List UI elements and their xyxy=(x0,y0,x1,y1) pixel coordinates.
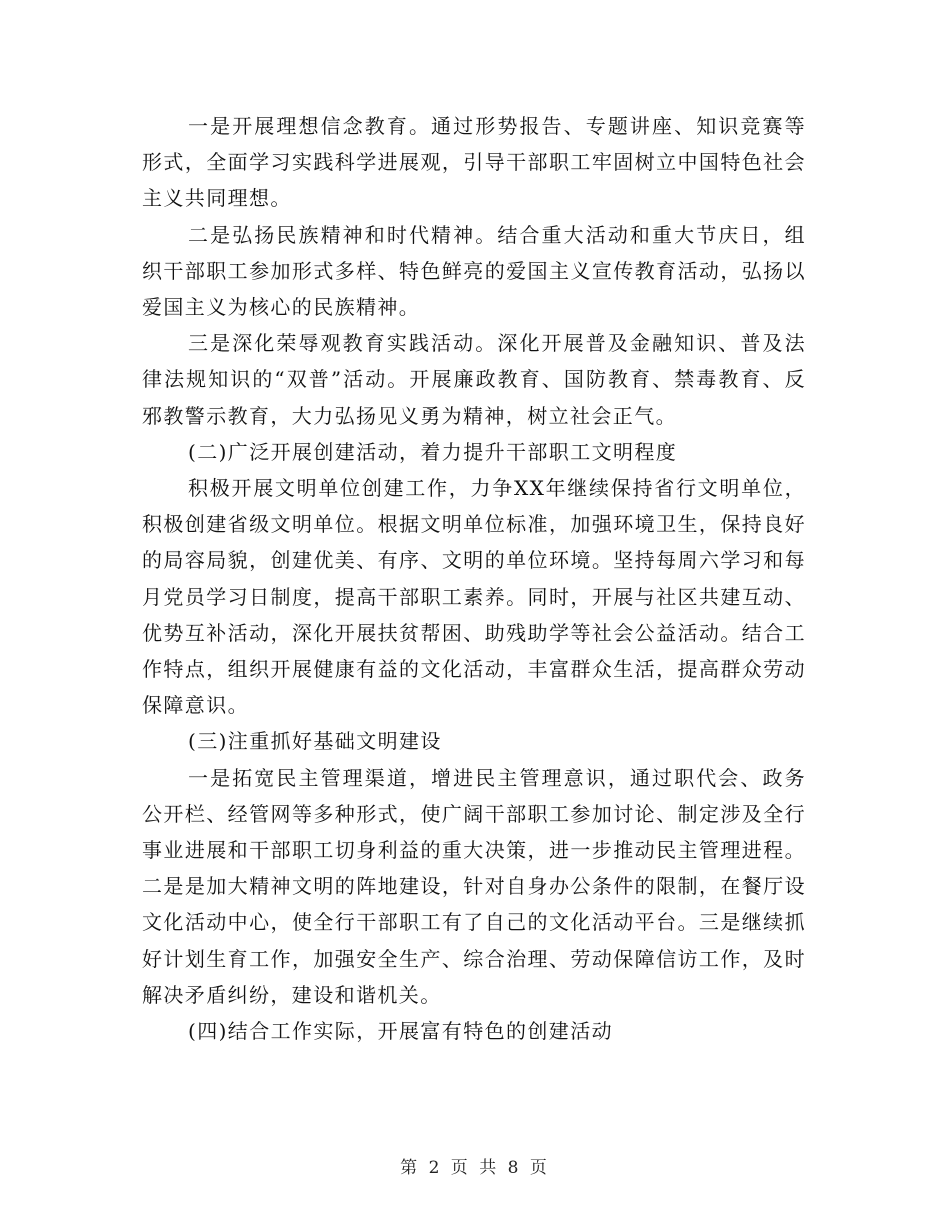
paragraph-national-spirit: 二是弘扬民族精神和时代精神。结合重大活动和重大节庆日，组织干部职工参加形式多样、特色鲜亮的爱国主义宣传教育活动，弘扬以爱国主义为核心的民族精神。 xyxy=(142,222,806,320)
paragraph-honor-disgrace-education: 三是深化荣辱观教育实践活动。深化开展普及金融知识、普及法律法规知识的“双普”活动。开展廉政教育、国防教育、禁毒教育、反邪教警示教育，大力弘扬见义勇为精神，树立社会正气。 xyxy=(142,331,806,428)
section-heading-4: (四)结合工作实际，开展富有特色的创建活动 xyxy=(188,1019,614,1044)
document-body xyxy=(142,108,806,1049)
section-heading-3: (三)注重抓好基础文明建设 xyxy=(188,729,442,754)
paragraph-civilized-unit-creation: 积极开展文明单位创建工作，力争XX年继续保持省行文明单位，积极创建省级文明单位。根据文明单位标准，加强环境卫生，保持良好的局容局貌，创建优美、有序、文明的单位环境。坚持每周六学习和每月党员学习日制度，提高干部职工素养。同时，开展与社区共建互动、优势互补活动，深化开展扶贫帮困、助残助学等社会公益活动。结合工作特点，组织开展健康有益的文化活动，丰富群众生活，提高群众劳动保障意识。 xyxy=(142,476,806,718)
paragraph-democratic-management: 一是拓宽民主管理渠道，增进民主管理意识，通过职代会、政务公开栏、经管网等多种形式，使广阔干部职工参加讨论、制定涉及全行事业进展和干部职工切身利益的重大决策，进一步推动民主管理进程。二是是加大精神文明的阵地建设，针对自身办公条件的限制，在餐厅设文化活动中心，使全行干部职工有了自己的文化活动平台。三是继续抓好计划生育工作，加强安全生产、综合治理、劳动保障信访工作，及时解决矛盾纠纷，建设和谐机关。 xyxy=(142,765,806,1007)
paragraph-ideal-belief-education: 一是开展理想信念教育。通过形势报告、专题讲座、知识竞赛等形式，全面学习实践科学进展观，引导干部职工牢固树立中国特色社会主义共同理想。 xyxy=(142,114,806,211)
section-heading-2: (二)广泛开展创建活动，着力提升干部职工文明程度 xyxy=(188,439,678,464)
page-footer: 第 2 页 共 8 页 xyxy=(400,1158,550,1178)
